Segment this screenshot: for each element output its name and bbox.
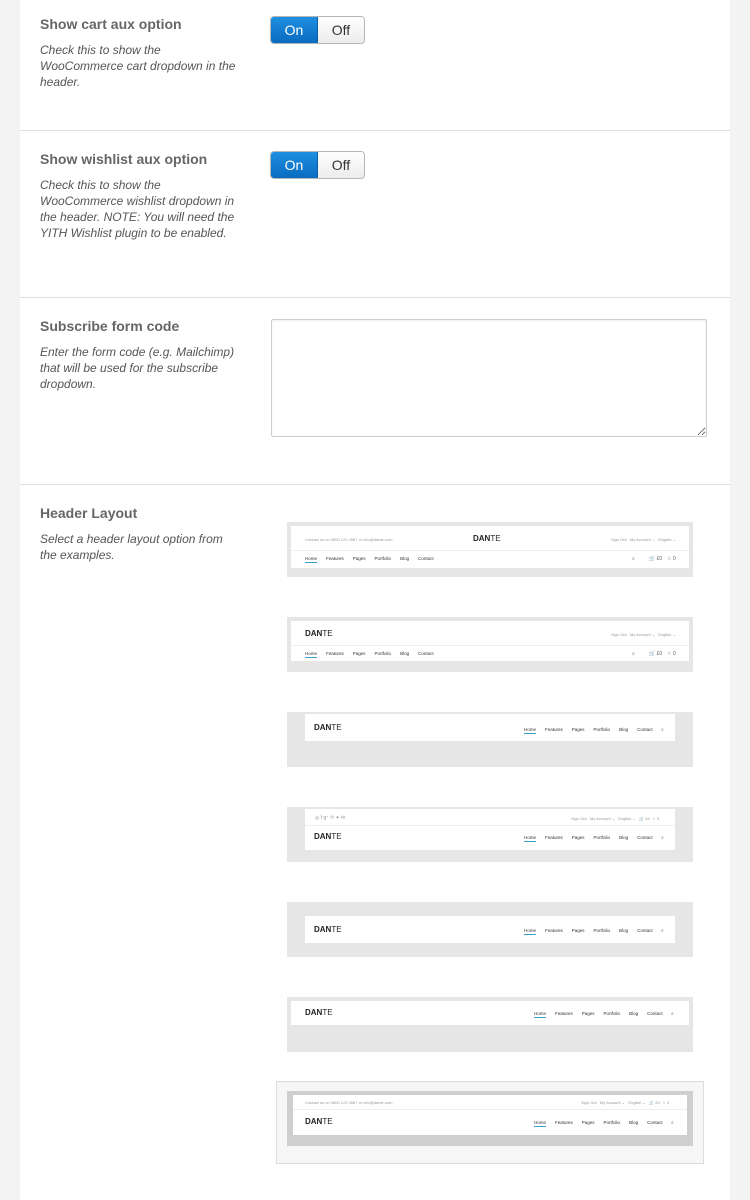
logo: DANTE (473, 534, 501, 543)
cart-aux-toggle[interactable] (270, 16, 365, 44)
divider (20, 130, 730, 131)
nav-menu: Home Features Pages Portfolio Blog Contact (305, 651, 434, 656)
search-icon: ⌕ (632, 651, 635, 657)
header-layout-description: Select a header layout option from the examples. (40, 532, 223, 562)
divider (305, 825, 675, 826)
header-layout-option-2[interactable] (287, 617, 693, 672)
cart-aux-off-button[interactable]: Off (318, 17, 364, 43)
search-icon: ⌕ (671, 1011, 674, 1017)
wishlist-aux-on-button[interactable]: On (271, 152, 318, 178)
logo: DANTE (314, 925, 342, 934)
nav-menu: Home Features Pages Portfolio Blog Contact (524, 928, 653, 933)
logo: DANTE (305, 1008, 333, 1017)
account-links: Sign Out My Account ⌄ English ⌄ (611, 632, 676, 637)
search-icon: ⌕ (661, 928, 664, 934)
logo: DANTE (305, 1117, 333, 1126)
divider (20, 297, 730, 298)
logo: DANTE (305, 629, 333, 638)
cart-aux-on-button[interactable]: On (271, 17, 318, 43)
contact-text: Contact us on 0800 123 4567 or info@dante.com (305, 1100, 393, 1105)
search-icon: ⌕ (661, 727, 664, 733)
nav-menu: Home Features Pages Portfolio Blog Contact (534, 1011, 663, 1016)
cart-icon: 🛒 £0 (649, 556, 663, 562)
social-icons: ◎ f g⁺ ℗ ✦ ✉ (315, 815, 346, 821)
divider (291, 550, 689, 551)
wishlist-aux-description: Check this to show the WooCommerce wishlist dropdown in the header. NOTE: You will need the YITH Wishlist plugin to be enabled. (40, 178, 235, 240)
subscribe-form-title: Subscribe form code (40, 318, 180, 334)
header-layout-option-3[interactable] (287, 712, 693, 767)
header-layout-option-5[interactable] (287, 902, 693, 957)
nav-menu: Home Features Pages Portfolio Blog Contact (305, 556, 434, 561)
search-icon: ⌕ (671, 1120, 674, 1126)
account-links: Sign Out My Account ⌄ English ⌄ 🛒 £0 ☆ 0 (581, 1100, 670, 1105)
wishlist-icon: ☆ 0 (667, 556, 676, 562)
logo: DANTE (314, 832, 342, 841)
subscribe-form-description: Enter the form code (e.g. Mailchimp) that will be used for the subscribe dropdown. (40, 345, 235, 391)
settings-panel (20, 0, 730, 1200)
cart-aux-description: Check this to show the WooCommerce cart dropdown in the header. (40, 43, 236, 89)
divider (20, 484, 730, 485)
account-links: Sign Out My Account ⌄ English ⌄ 🛒 £0 ☆ 0 (571, 816, 660, 821)
search-icon: ⌕ (632, 556, 635, 562)
header-layout-title: Header Layout (40, 505, 138, 521)
wishlist-aux-off-button[interactable]: Off (318, 152, 364, 178)
nav-menu: Home Features Pages Portfolio Blog Contact (524, 835, 653, 840)
nav-menu: Home Features Pages Portfolio Blog Contact (534, 1120, 663, 1125)
header-layout-option-7[interactable] (287, 1091, 693, 1146)
subscribe-form-textarea[interactable] (271, 319, 707, 437)
wishlist-icon: ☆ 0 (667, 651, 676, 657)
nav-menu: Home Features Pages Portfolio Blog Contact (524, 727, 653, 732)
header-layout-option-6[interactable] (287, 997, 693, 1052)
header-layout-option-4[interactable] (287, 807, 693, 862)
divider (291, 645, 689, 646)
wishlist-aux-toggle[interactable] (270, 151, 365, 179)
account-links: Sign Out My Account ⌄ English ⌄ (611, 537, 676, 542)
search-icon: ⌕ (661, 835, 664, 841)
wishlist-aux-title: Show wishlist aux option (40, 151, 208, 167)
divider (293, 1109, 687, 1110)
contact-text: Contact us on 0800 123 4567 or info@dante.com (305, 537, 393, 542)
logo: DANTE (314, 723, 342, 732)
cart-icon: 🛒 £0 (649, 651, 663, 657)
cart-aux-title: Show cart aux option (40, 16, 182, 32)
header-layout-option-1[interactable] (287, 522, 693, 577)
